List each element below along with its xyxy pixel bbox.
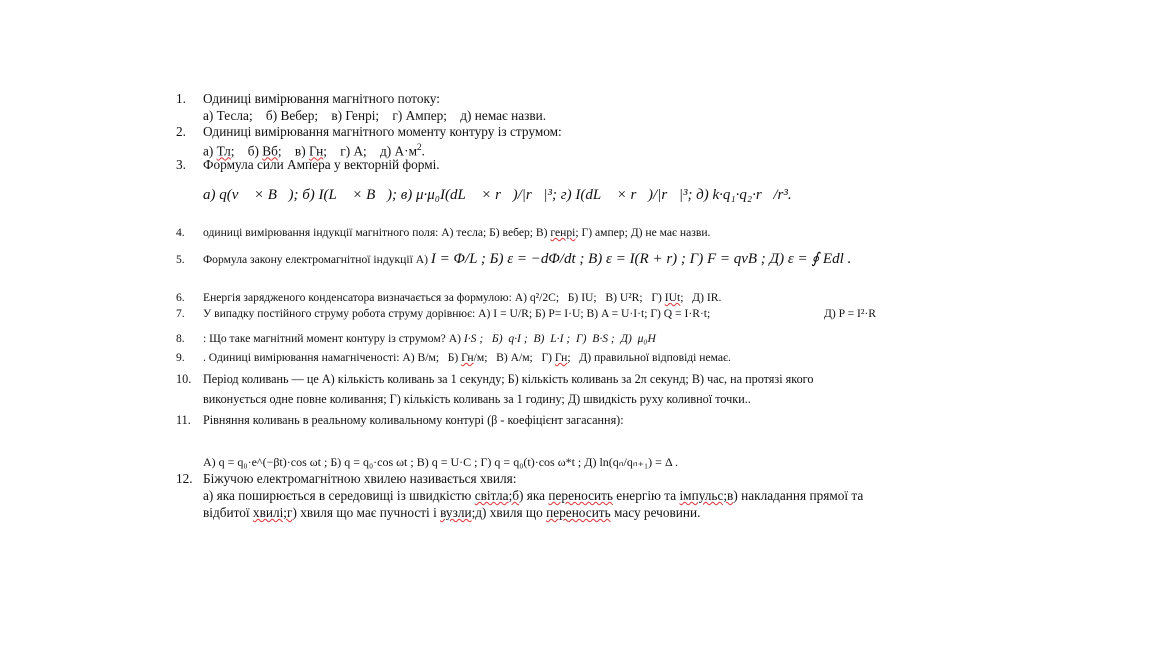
question-text: Формула закону електромагнітної індукції А) [203, 253, 428, 266]
answer-text: а) [203, 143, 217, 159]
spellcheck-word: переносить [546, 505, 611, 520]
answer-text: ; б) [230, 143, 263, 159]
spellcheck-word: Гн [554, 351, 568, 364]
spellcheck-word: IUt [664, 291, 681, 304]
spellcheck-word: переносить [548, 488, 613, 503]
question-number: 10. [176, 372, 192, 386]
formula: I·S ; Б) q·I ; В) L·I ; Г) B·S ; Д) μ₀H [463, 332, 656, 345]
answer-text: ; г) А; д) А·м [323, 143, 418, 159]
answer-text: Д) P = I²·R [824, 307, 876, 320]
question-text: Біжучою електромагнітною хвилею називається хвиля: [203, 471, 517, 486]
answer-text: ) хвиля що має пучності і [292, 505, 441, 520]
spellcheck-word: Тл [216, 143, 231, 159]
spellcheck-word: Гн [461, 351, 474, 364]
question-number: 2. [176, 124, 186, 139]
answer-line [203, 487, 963, 504]
question-number: 11. [176, 413, 191, 427]
question-number: 9. [176, 351, 185, 364]
question-number: 6. [176, 291, 185, 304]
question-number: 7. [176, 307, 185, 320]
question-text: : Що таке магнітний момент контуру із струмом? А) [203, 332, 461, 345]
answer-text: ) хвиля що [482, 505, 547, 520]
question-text: ; Д) правильної відповіді немає. [567, 351, 731, 364]
answer-text: відбитої [203, 505, 253, 520]
question-number: 12. [176, 471, 193, 486]
question-text: ; Г) ампер; Д) не має назви. [575, 226, 711, 239]
spellcheck-word: Гн [308, 143, 324, 159]
question-number: 3. [176, 157, 186, 172]
question-text: Одиниці вимірювання магнітного потоку: [203, 91, 440, 106]
answer-text: ) яка [519, 488, 549, 503]
question-text: /м; В) А/м; Г) [473, 351, 555, 364]
answer-text: . [421, 143, 425, 159]
question-number: 8. [176, 332, 185, 345]
question-text: ; Д) IR. [680, 291, 722, 304]
question-text: Енергія зарядженого конденсатора визначається за формулою: А) q²/2C; Б) IU; В) U²R; Г) [203, 291, 665, 304]
answer-text: масу речовини. [610, 505, 701, 520]
formula: а) q(v⃗ × B⃗); б) I(L⃗ × B⃗); в) μ·μ₀I(dL⃗ × r⃗)/|r⃗|³; г) I(dL⃗ × r⃗)/|r⃗|³; д) k·q₁·q₂·r⃗/r³. [203, 187, 792, 203]
spellcheck-word: генрі [550, 226, 576, 239]
answer-text: ; в) [277, 143, 309, 159]
formula: I = Φ/L ; Б) ε = −dΦ/dt ; В) ε = I(R + r) ; Г) F = qvB ; Д) ε = ∮ Edl . [430, 251, 852, 267]
question-number: 5. [176, 253, 185, 266]
spellcheck-word: хвилі;г [252, 505, 293, 520]
question-text: виконується одне повне коливання; Г) кількість коливань за 1 годину; Д) швидкість руху коливної точки.. [203, 392, 751, 406]
question-text: У випадку постійного струму робота струму дорівнює: А) I = U/R; Б) P= I·U; В) A = U·I·t; Г) Q = I·R·t; [203, 307, 711, 320]
answer-text: а) яка поширюється в середовищі із швидкістю [203, 488, 475, 503]
answer-line [203, 504, 963, 521]
question-text: Період коливань — це А) кількість коливань за 1 секунду; Б) кількість коливань за 2π секунд; В) час, на протязі якого [203, 372, 814, 386]
formula: А) q = q₀·e^(−βt)·cos ωt ; Б) q = q₀·cos ωt ; В) q = U·C ; Г) q = q₀(t)·cos ω*t ; Д) ln(qₙ/qₙ₊₁) = Δ . [203, 455, 679, 469]
question-number: 4. [176, 226, 185, 239]
question-text: Формула сили Ампера у векторній формі. [203, 157, 440, 172]
question-number: 1. [176, 91, 186, 106]
question-text: одиниці вимірювання індукції магнітного поля: А) тесла; Б) вебер; В) [203, 226, 551, 239]
superscript: 2 [417, 143, 422, 153]
answer-options: а) Тесла; б) Вебер; в) Генрі; г) Ампер; д) немає назви. [203, 108, 547, 123]
question-text: . Одиниці вимірювання намагніченості: А) В/м; Б) [203, 351, 462, 364]
spellcheck-word: вузли;д [440, 505, 483, 520]
question-text: Рівняння коливань в реальному коливальному контурі (β - коефіцієнт загасання): [203, 413, 624, 427]
answer-text: енергію та [612, 488, 680, 503]
question-text: Одиниці вимірювання магнітного моменту контуру із струмом: [203, 124, 562, 139]
answer-text: ) накладання прямої та [733, 488, 864, 503]
spellcheck-word: імпульс;в [679, 488, 734, 503]
spellcheck-word: Вб [262, 143, 278, 159]
spellcheck-word: світла;б [474, 488, 520, 503]
